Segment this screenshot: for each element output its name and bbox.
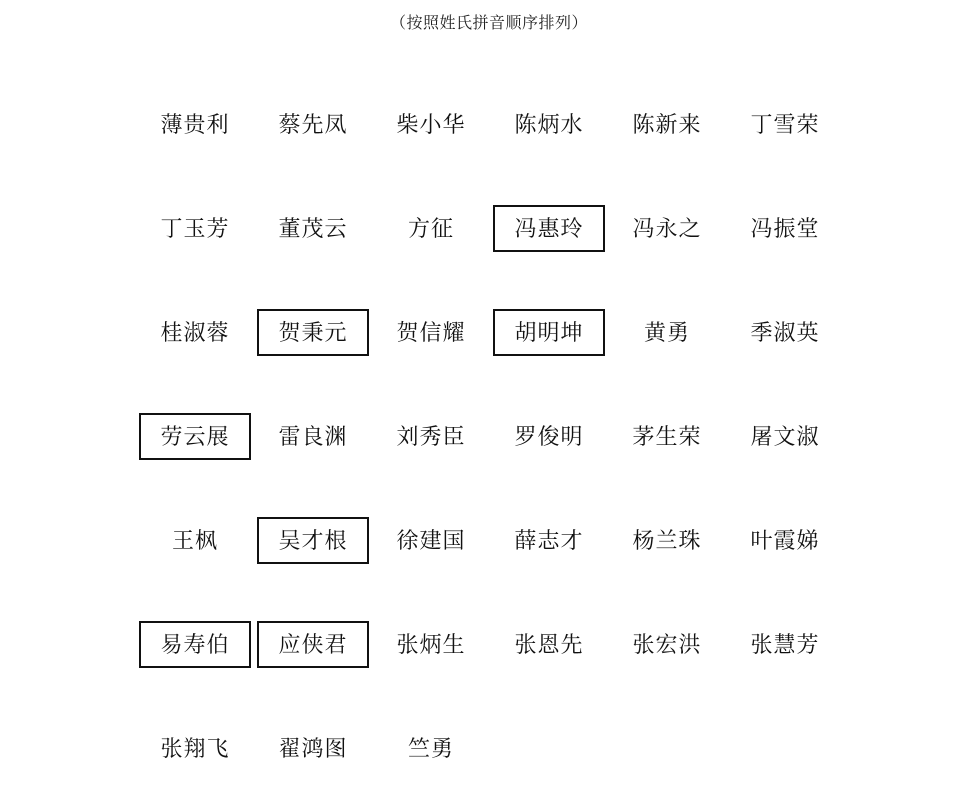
name-cell	[372, 592, 490, 696]
name-text: 罗俊明	[514, 424, 584, 450]
name-text: 季淑英	[750, 320, 820, 346]
name-text: 蔡先凤	[278, 112, 348, 138]
name-cell	[490, 72, 608, 176]
name-cell	[254, 592, 372, 696]
name-text: 徐建国	[396, 528, 466, 554]
name-text: 黄勇	[643, 320, 690, 346]
name-cell	[136, 384, 254, 488]
name-cell	[490, 280, 608, 384]
name-cell	[490, 488, 608, 592]
name-text: 张宏洪	[632, 632, 702, 658]
boxed-name: 吴才根	[257, 517, 369, 564]
name-text: 贺信耀	[396, 320, 466, 346]
name-cell	[608, 280, 726, 384]
name-text: 杨兰珠	[632, 528, 702, 554]
name-text: 陈炳水	[514, 112, 584, 138]
name-cell	[136, 592, 254, 696]
name-cell	[608, 384, 726, 488]
name-cell	[254, 176, 372, 280]
page-subtitle: （按照姓氏拼音顺序排列）	[389, 13, 588, 32]
name-cell	[372, 280, 490, 384]
name-cell	[726, 72, 844, 176]
name-cell	[726, 592, 844, 696]
name-text: 竺勇	[407, 736, 454, 762]
name-cell	[254, 384, 372, 488]
name-cell	[372, 176, 490, 280]
name-text: 叶霞娣	[750, 528, 820, 554]
name-cell	[136, 176, 254, 280]
name-text: 张恩先	[514, 632, 584, 658]
name-text: 冯振堂	[750, 216, 820, 242]
name-text: 桂淑蓉	[160, 320, 230, 346]
name-text: 张炳生	[396, 632, 466, 658]
name-text: 方征	[407, 216, 454, 242]
name-cell	[136, 72, 254, 176]
name-cell	[372, 72, 490, 176]
name-cell	[608, 488, 726, 592]
name-text: 董茂云	[278, 216, 348, 242]
name-cell	[608, 592, 726, 696]
boxed-name: 胡明坤	[493, 309, 605, 356]
name-text: 茅生荣	[632, 424, 702, 450]
name-text: 薄贵利	[160, 112, 230, 138]
name-text: 冯永之	[632, 216, 702, 242]
name-text: 柴小华	[396, 112, 466, 138]
name-text: 丁玉芳	[160, 216, 230, 242]
boxed-name: 冯惠玲	[493, 205, 605, 252]
name-cell	[726, 384, 844, 488]
name-cell	[490, 384, 608, 488]
name-text: 雷良渊	[278, 424, 348, 450]
name-text: 张翔飞	[160, 736, 230, 762]
name-text: 张慧芳	[750, 632, 820, 658]
name-cell	[372, 384, 490, 488]
name-cell	[254, 72, 372, 176]
name-text: 翟鸿图	[278, 736, 348, 762]
name-cell	[490, 176, 608, 280]
name-text: 刘秀臣	[396, 424, 466, 450]
name-cell	[608, 176, 726, 280]
name-cell	[372, 488, 490, 592]
boxed-name: 贺秉元	[257, 309, 369, 356]
name-cell	[136, 280, 254, 384]
boxed-name: 易寿伯	[139, 621, 251, 668]
name-cell	[372, 696, 490, 800]
name-cell	[254, 280, 372, 384]
name-grid	[136, 72, 844, 800]
name-cell	[608, 72, 726, 176]
name-cell	[726, 176, 844, 280]
name-cell	[136, 696, 254, 800]
name-cell	[254, 696, 372, 800]
name-cell	[136, 488, 254, 592]
name-text: 丁雪荣	[750, 112, 820, 138]
name-cell	[254, 488, 372, 592]
name-cell	[726, 488, 844, 592]
boxed-name: 应侠君	[257, 621, 369, 668]
name-text: 陈新来	[632, 112, 702, 138]
name-text: 王枫	[171, 528, 218, 554]
name-cell	[490, 592, 608, 696]
boxed-name: 劳云展	[139, 413, 251, 460]
name-text: 屠文淑	[750, 424, 820, 450]
name-cell	[726, 280, 844, 384]
name-text: 薛志才	[514, 528, 584, 554]
